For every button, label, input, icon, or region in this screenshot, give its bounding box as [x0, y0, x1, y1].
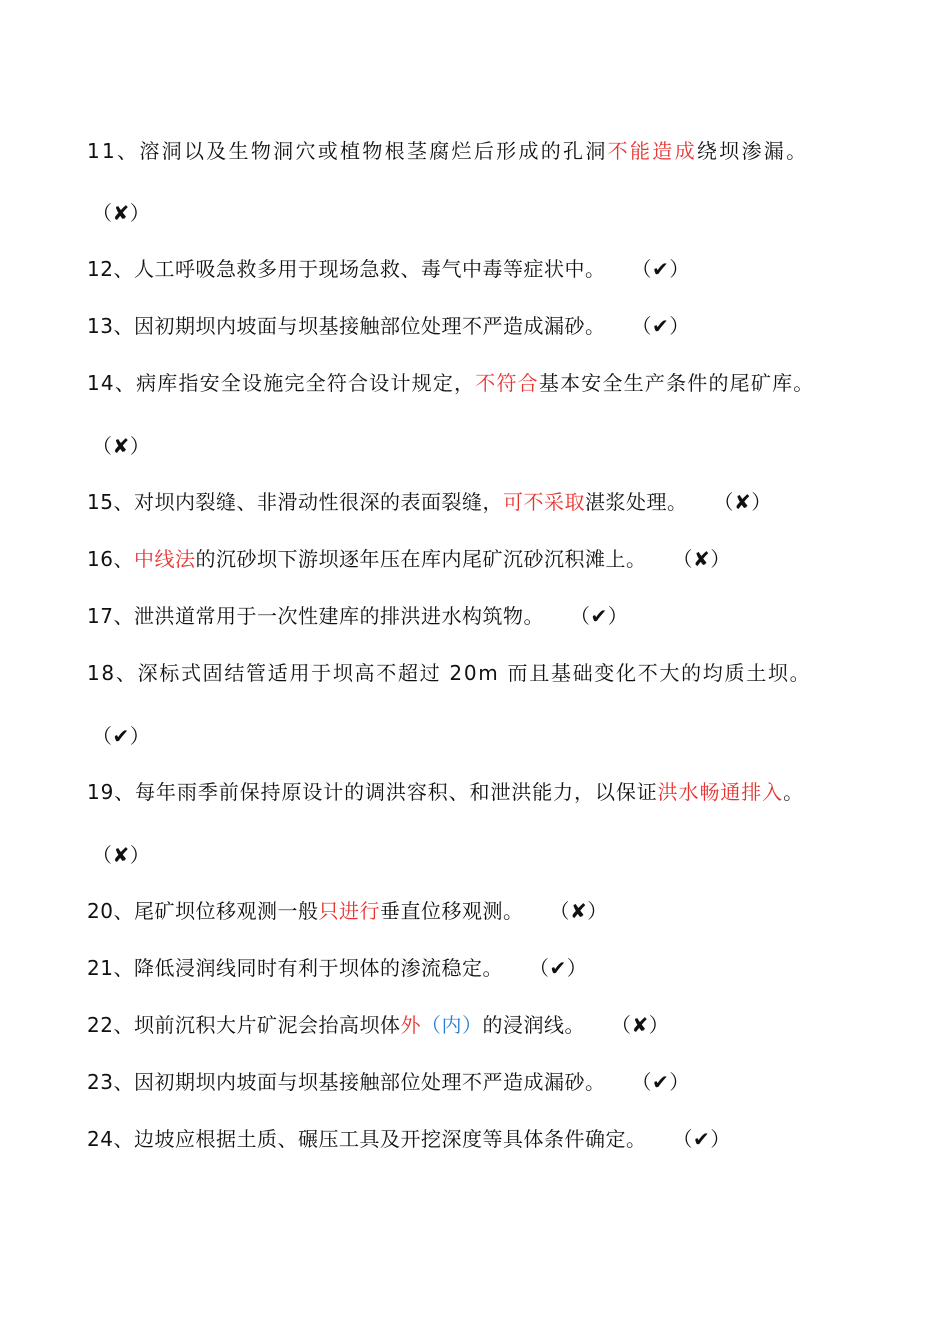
question-number: 19、 [87, 780, 136, 804]
question-13 [87, 313, 690, 339]
question-number: 18、 [87, 661, 138, 685]
question-text: 每年雨季前保持原设计的调洪容积、和泄洪能力，以保证 [135, 780, 658, 804]
question-text-tail: 绕坝渗漏。 [696, 139, 809, 163]
question-number: 20、 [87, 899, 134, 923]
cross-mark-icon: （✘） [92, 434, 151, 458]
question-number: 16、 [87, 547, 134, 571]
check-mark-icon: （✔） [92, 724, 151, 748]
question-text: 坝前沉积大片矿泥会抬高坝体 [133, 1013, 401, 1037]
question-text-tail: 的沉砂坝下游坝逐年压在库内尾矿沉砂沉积滩上。 [195, 547, 647, 571]
check-mark-icon: （✔） [631, 257, 690, 281]
question-text: 边坡应根据土质、碾压工具及开挖深度等具体条件确定。 [133, 1127, 647, 1151]
question-11 [87, 138, 808, 164]
highlighted-text: 可不采取 [502, 490, 585, 514]
question-12 [87, 256, 690, 282]
cross-mark-icon: （✘） [610, 1013, 670, 1037]
check-mark-icon: （✔） [672, 1127, 731, 1151]
highlighted-text: 外 [400, 1013, 421, 1037]
question-number: 23、 [87, 1070, 134, 1094]
question-text: 尾矿坝位移观测一般 [133, 899, 319, 923]
question-text-tail: 垂直位移观测。 [379, 899, 524, 923]
highlighted-text: 只进行 [318, 899, 380, 923]
answer-11 [92, 200, 150, 226]
question-22 [87, 1012, 669, 1038]
cross-mark-icon: （✘） [713, 490, 772, 514]
question-16 [87, 546, 731, 572]
question-text: 因初期坝内坡面与坝基接触部位处理不严造成漏砂。 [133, 314, 606, 338]
question-number: 11、 [87, 139, 140, 163]
question-14 [87, 370, 814, 396]
question-text-tail: 湛浆处理。 [584, 490, 688, 514]
question-18 [87, 660, 811, 686]
question-15 [87, 489, 772, 515]
question-text: 深标式固结管适用于坝高不超过 20m 而且基础变化不大的均质土坝。 [137, 661, 812, 685]
question-17 [87, 603, 628, 629]
question-number: 15、 [87, 490, 134, 514]
cross-mark-icon: （✘） [549, 899, 608, 923]
highlighted-text: 不能造成 [607, 139, 697, 163]
cross-mark-icon: （✘） [92, 201, 151, 225]
question-text-tail: 基本安全生产条件的尾矿库。 [538, 371, 815, 395]
question-text: 泄洪道常用于一次性建库的排洪进水构筑物。 [133, 604, 544, 628]
answer-18 [92, 723, 150, 749]
highlighted-text: 中线法 [133, 547, 196, 571]
check-mark-icon: （✔） [631, 1070, 690, 1094]
highlighted-text: 洪水畅通排入 [657, 780, 784, 804]
question-text-tail: 。 [783, 780, 804, 804]
question-text: 溶洞以及生物洞穴或植物根茎腐烂后形成的孔洞 [139, 139, 608, 163]
cross-mark-icon: （✘） [672, 547, 731, 571]
question-23 [87, 1069, 690, 1095]
answer-14 [92, 433, 150, 459]
question-number: 21、 [87, 956, 134, 980]
question-20 [87, 898, 608, 924]
question-number: 22、 [87, 1013, 134, 1037]
question-text: 病库指安全设施完全符合设计规定， [136, 371, 476, 395]
question-text: 降低浸润线同时有利于坝体的渗流稳定。 [133, 956, 503, 980]
question-text-tail: 的浸润线。 [482, 1013, 585, 1037]
check-mark-icon: （✔） [569, 604, 629, 628]
correction-text: （内） [420, 1013, 483, 1037]
question-text: 对坝内裂缝、非滑动性很深的表面裂缝， [133, 490, 503, 514]
question-text: 因初期坝内坡面与坝基接触部位处理不严造成漏砂。 [133, 1070, 606, 1094]
question-number: 12、 [87, 257, 134, 281]
question-19 [87, 779, 804, 805]
question-number: 24、 [87, 1127, 134, 1151]
question-number: 14、 [87, 371, 137, 395]
question-21 [87, 955, 587, 981]
check-mark-icon: （✔） [631, 314, 690, 338]
answer-19 [92, 842, 150, 868]
question-number: 17、 [87, 604, 134, 628]
cross-mark-icon: （✘） [92, 843, 151, 867]
question-text: 人工呼吸急救多用于现场急救、毒气中毒等症状中。 [133, 257, 606, 281]
highlighted-text: 不符合 [475, 371, 539, 395]
question-24 [87, 1126, 731, 1152]
question-number: 13、 [87, 314, 134, 338]
check-mark-icon: （✔） [528, 956, 588, 980]
